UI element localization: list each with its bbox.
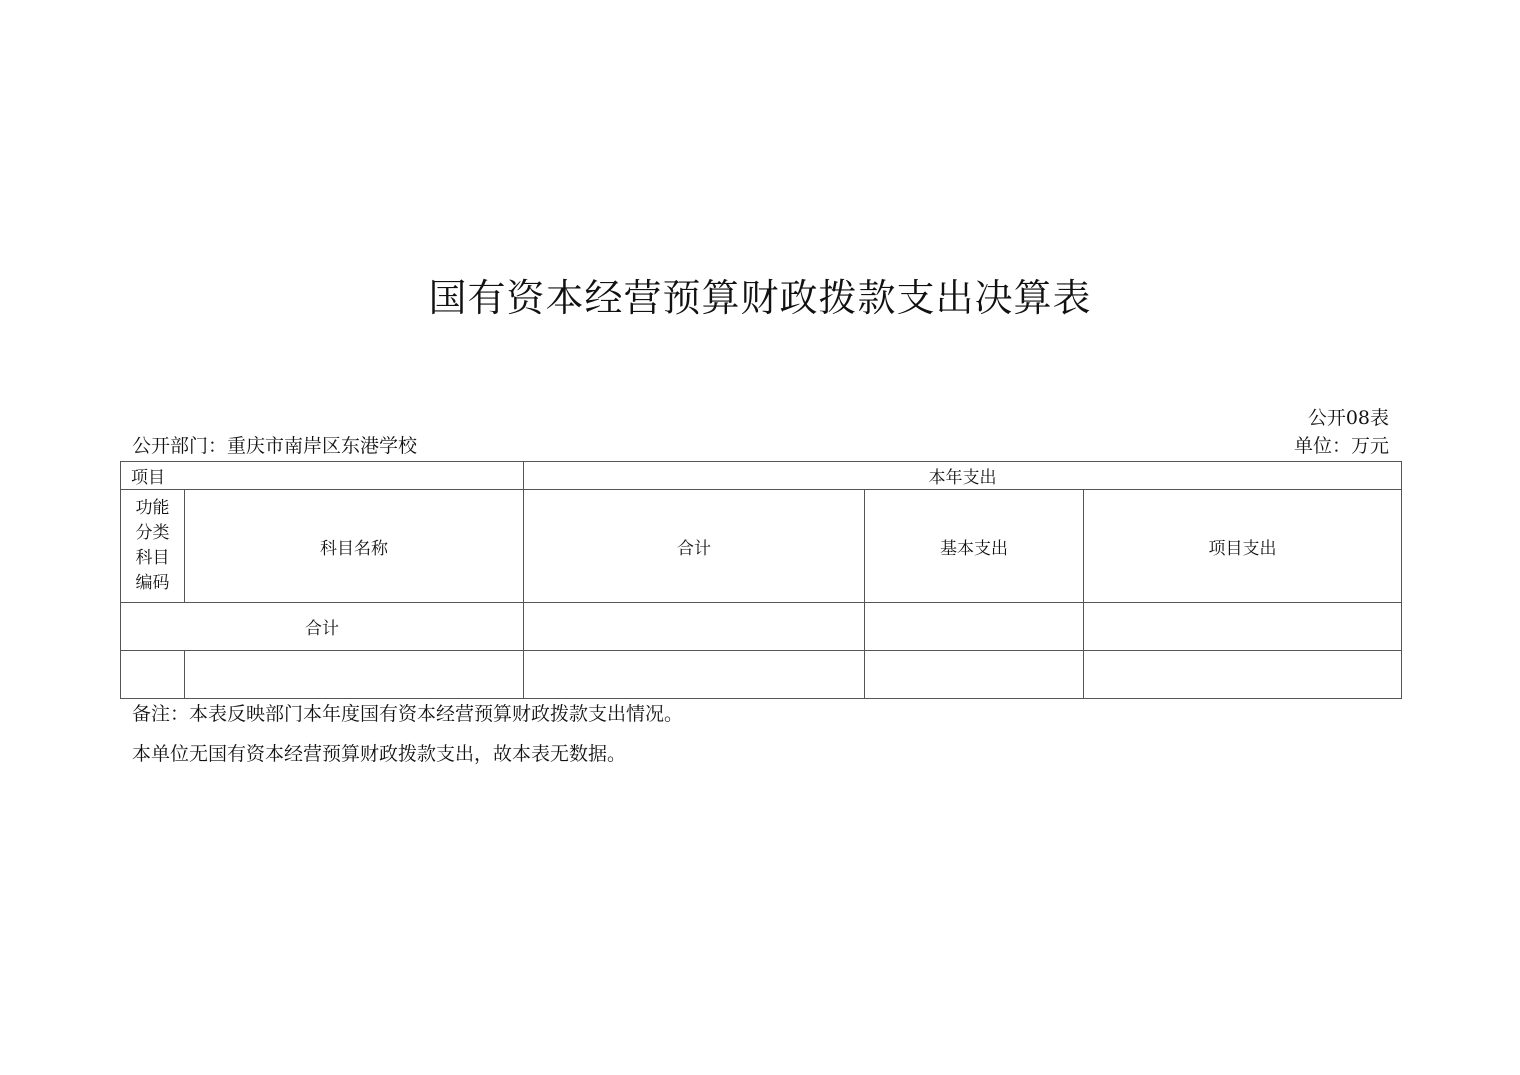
header-current-year-expense: 本年支出 [524, 462, 1402, 490]
header-total: 合计 [524, 490, 865, 603]
total-row-project-expense [1084, 603, 1402, 651]
header-function-code-cell [121, 490, 185, 603]
header-item: 项目 [121, 462, 524, 490]
row-project-expense [1084, 651, 1402, 699]
expenditure-table [120, 461, 1402, 699]
total-row-label: 合计 [121, 603, 524, 651]
table-row [121, 651, 1402, 699]
unit-label: 单位：万元 [1293, 435, 1389, 457]
footnote-remark: 备注：本表反映部门本年度国有资本经营预算财政拨款支出情况。 [132, 703, 684, 725]
header-function-code: 功能分类科目编码 [135, 498, 170, 593]
total-row-total [524, 603, 865, 651]
header-row-top [121, 462, 1402, 490]
row-subject-name [185, 651, 524, 699]
row-code [121, 651, 185, 699]
header-row-sub [121, 490, 1402, 603]
department-label: 公开部门：重庆市南岸区东港学校 [132, 435, 418, 457]
header-subject-name: 科目名称 [185, 490, 524, 603]
total-row-basic-expense [865, 603, 1084, 651]
row-total [524, 651, 865, 699]
header-basic-expense: 基本支出 [865, 490, 1084, 603]
footnote-no-data: 本单位无国有资本经营预算财政拨款支出，故本表无数据。 [132, 743, 627, 765]
table-number: 公开08表 [1307, 407, 1389, 429]
total-row [121, 603, 1402, 651]
header-project-expense: 项目支出 [1084, 490, 1402, 603]
row-basic-expense [865, 651, 1084, 699]
document-title: 国有资本经营预算财政拨款支出决算表 [428, 276, 1092, 320]
